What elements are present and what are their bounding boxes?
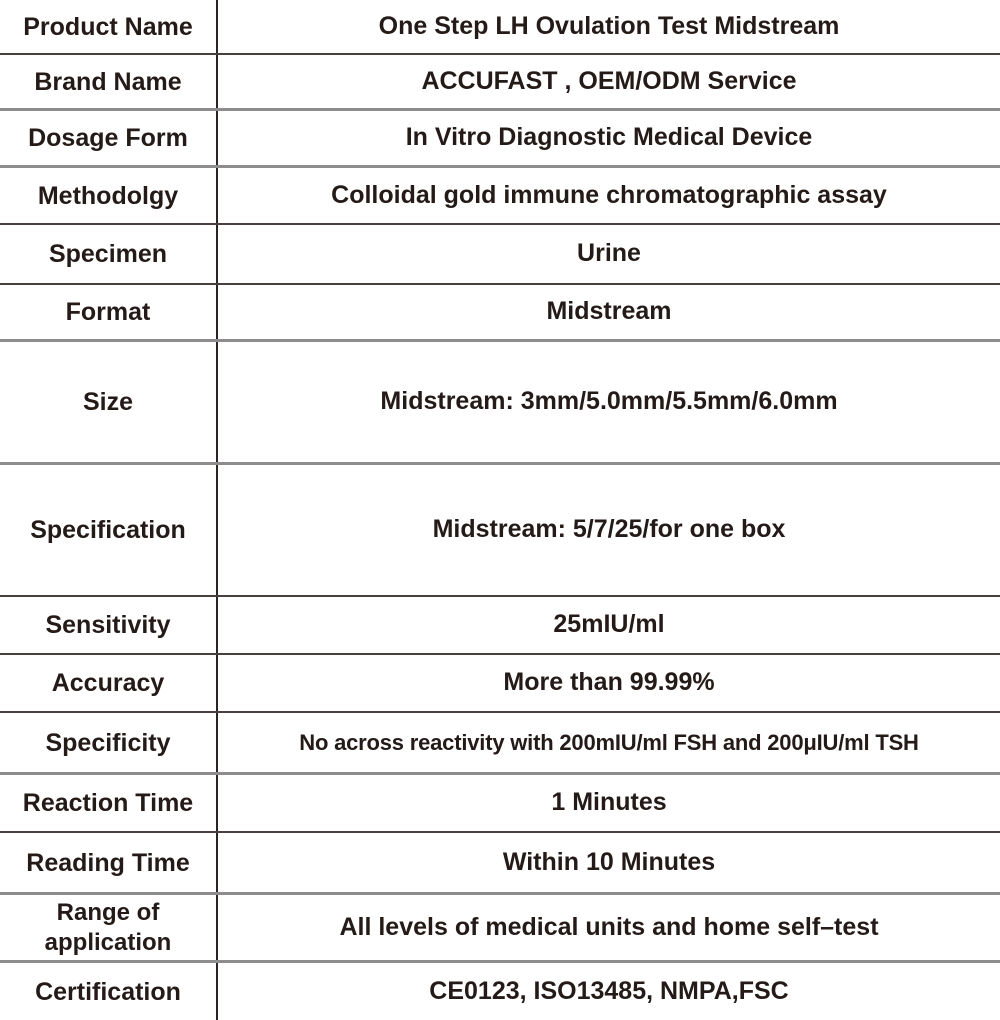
table-row xyxy=(0,833,1000,895)
spec-value-cell: One Step LH Ovulation Test Midstream xyxy=(378,11,840,40)
spec-value-cell: Colloidal gold immune chromatographic assay xyxy=(331,180,887,209)
spec-label-cell: Product Name xyxy=(0,0,218,53)
table-row xyxy=(0,111,1000,168)
spec-label-cell: Methodolgy xyxy=(0,168,218,223)
spec-value-cell: 1 Minutes xyxy=(551,788,667,817)
spec-value-cell: In Vitro Diagnostic Medical Device xyxy=(405,123,813,152)
spec-label-cell: Dosage Form xyxy=(0,111,218,165)
spec-value-cell: CE0123, ISO13485, NMPA,FSC xyxy=(429,976,789,1005)
spec-label-cell: Certification xyxy=(0,963,218,1020)
table-row xyxy=(0,55,1000,111)
table-row xyxy=(0,597,1000,655)
spec-label-cell: Reading Time xyxy=(0,833,218,892)
spec-value-cell: ACCUFAST , OEM/ODM Service xyxy=(421,66,797,95)
table-row xyxy=(0,713,1000,775)
spec-value-cell: Midstream xyxy=(546,297,672,326)
spec-value-cell: More than 99.99% xyxy=(503,668,715,697)
spec-label-cell: Range of application xyxy=(0,895,218,960)
table-row xyxy=(0,775,1000,833)
spec-label-cell: Specimen xyxy=(0,225,218,283)
spec-label-cell: Format xyxy=(0,285,218,339)
spec-value-cell: Urine xyxy=(577,239,641,268)
spec-label-cell: Specification xyxy=(0,465,218,595)
spec-value-cell: 25mIU/ml xyxy=(553,610,665,639)
spec-label-cell: Size xyxy=(0,342,218,462)
table-row xyxy=(0,655,1000,713)
table-row xyxy=(0,285,1000,342)
spec-label-cell: Brand Name xyxy=(0,55,218,108)
spec-value-cell: Midstream: 3mm/5.0mm/5.5mm/6.0mm xyxy=(380,387,838,416)
table-row xyxy=(0,963,1000,1020)
spec-label-cell: Accuracy xyxy=(0,655,218,711)
table-row xyxy=(0,895,1000,963)
spec-label-cell: Reaction Time xyxy=(0,775,218,831)
spec-value-cell: Midstream: 5/7/25/for one box xyxy=(432,515,786,544)
spec-value-cell: No across reactivity with 200mIU/ml FSH and 200μIU/ml TSH xyxy=(299,729,919,755)
spec-value-cell: Within 10 Minutes xyxy=(502,847,716,876)
table-row xyxy=(0,168,1000,225)
table-row xyxy=(0,342,1000,465)
spec-label-cell: Specificity xyxy=(0,713,218,772)
table-row xyxy=(0,0,1000,55)
table-row xyxy=(0,225,1000,285)
spec-value-cell: All levels of medical units and home self–test xyxy=(339,912,879,941)
table-row xyxy=(0,465,1000,597)
spec-label-cell: Sensitivity xyxy=(0,597,218,653)
